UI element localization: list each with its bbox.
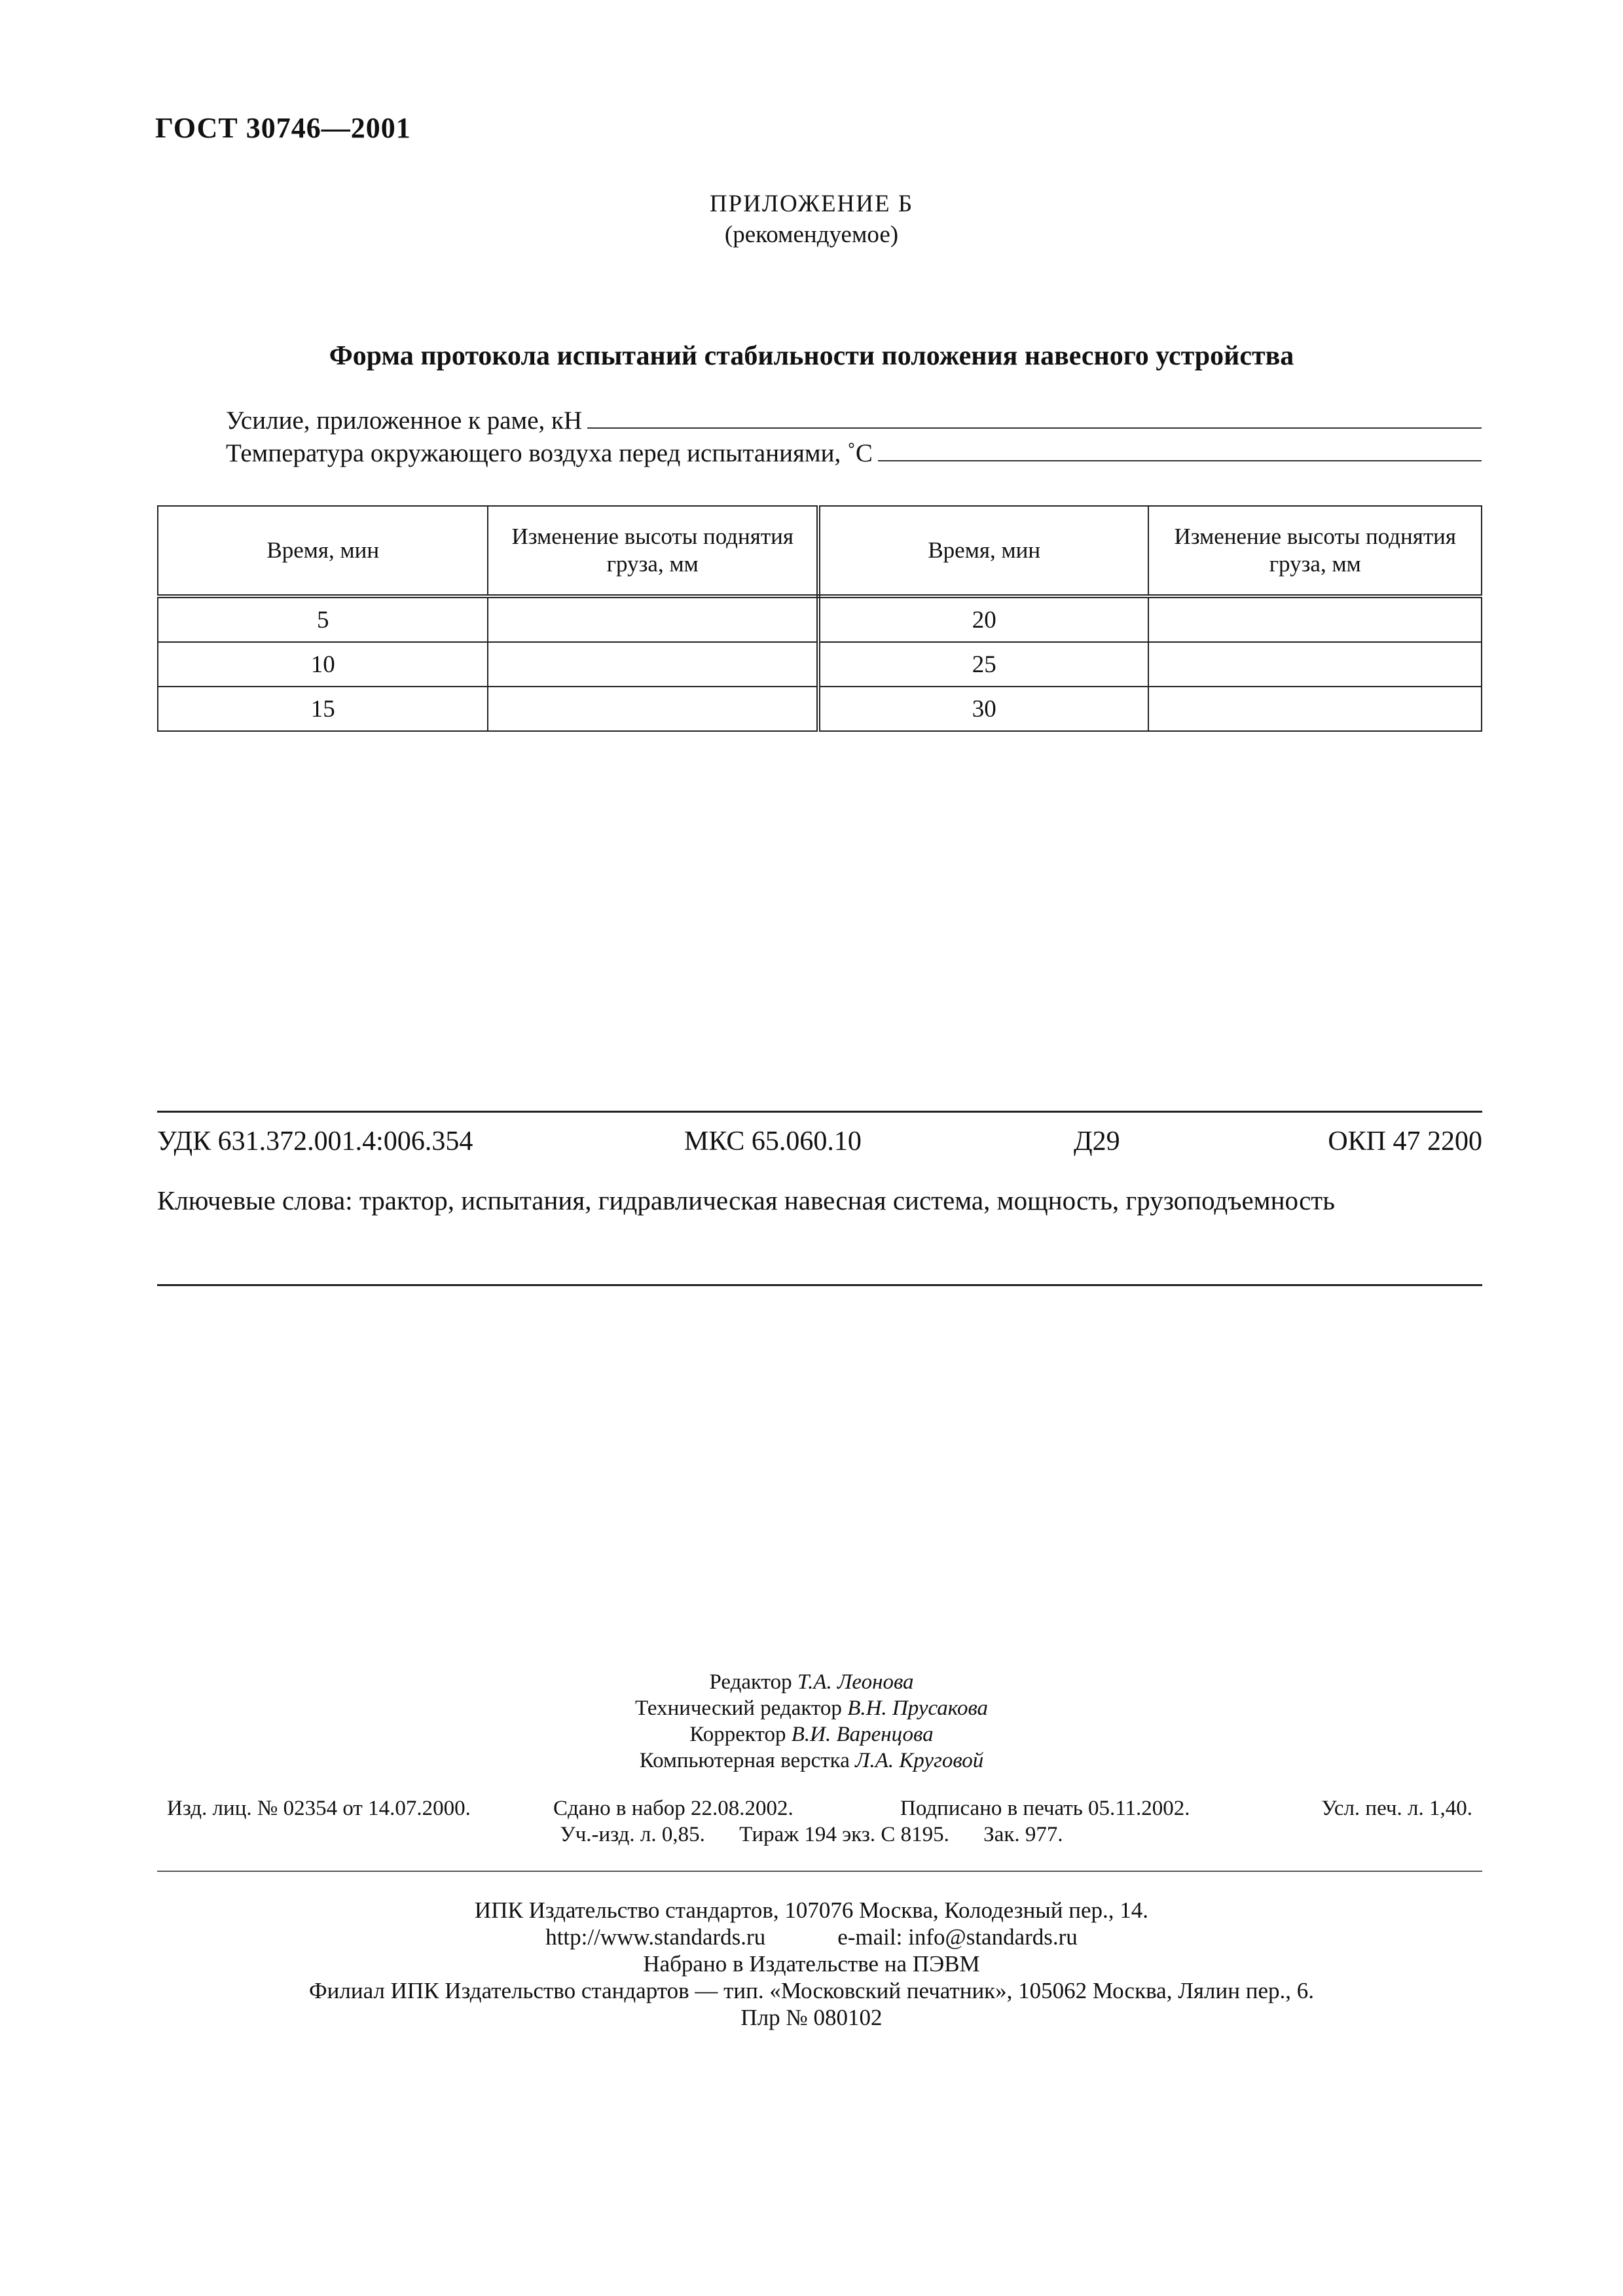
divider xyxy=(157,1284,1482,1286)
table-header-cell: Время, мин xyxy=(158,506,488,596)
temperature-field-label: Температура окружающего воздуха перед испытаниями, ˚С xyxy=(226,439,873,467)
credit-corrector xyxy=(0,1721,1623,1748)
table-header-cell: Изменение высоты поднятия груза, мм xyxy=(488,506,818,596)
form-title: Форма протокола испытаний стабильности положения навесного устройства xyxy=(329,341,1294,371)
publisher-address: ИПК Издательство стандартов, 107076 Москва, Колодезный пер., 14. xyxy=(474,1897,1149,1923)
keywords: Ключевые слова: трактор, испытания, гидравлическая навесная система, мощность, грузоподъемность xyxy=(157,1185,1335,1215)
table-cell xyxy=(488,687,818,731)
credit-role: Редактор xyxy=(709,1670,792,1694)
table-cell xyxy=(488,642,818,687)
table-cell: 5 xyxy=(158,596,488,642)
license-info: Изд. лиц. № 02354 от 14.07.2000. xyxy=(167,1797,471,1820)
publisher-website: http://www.standards.ru xyxy=(545,1924,766,1950)
force-field xyxy=(226,406,1482,435)
publication-info-2 xyxy=(0,1823,1623,1847)
credit-role: Технический редактор xyxy=(634,1696,842,1720)
classification-codes xyxy=(157,1126,1482,1158)
signed-date: Подписано в печать 05.11.2002. xyxy=(900,1797,1190,1820)
edition-sheets: Уч.-изд. л. 0,85. xyxy=(560,1823,705,1846)
force-field-blank xyxy=(587,427,1482,429)
temperature-field-blank xyxy=(878,459,1482,461)
test-protocol-table xyxy=(157,505,1482,732)
publisher-email: e-mail: info@standards.ru xyxy=(837,1924,1078,1950)
table-cell: 15 xyxy=(158,687,488,731)
table-cell xyxy=(1148,642,1482,687)
credits xyxy=(0,1669,1623,1774)
typeset-note: Набрано в Издательстве на ПЭВМ xyxy=(643,1951,980,1977)
credit-editor xyxy=(0,1669,1623,1695)
okp-code: ОКП 47 2200 xyxy=(1328,1126,1482,1157)
order-number: Зак. 977. xyxy=(983,1823,1063,1846)
credit-name: Т.А. Леонова xyxy=(797,1670,914,1694)
appendix-title: ПРИЛОЖЕНИЕ Б xyxy=(709,190,914,217)
license-number: Плр № 080102 xyxy=(740,2005,883,2030)
print-sheets: Усл. печ. л. 1,40. xyxy=(1321,1797,1472,1820)
printer-address: Филиал ИПК Издательство стандартов — тип. «Московский печатник», 105062 Москва, Лялин пер., 6. xyxy=(309,1978,1314,2003)
table-row xyxy=(158,687,1482,731)
appendix-subtitle: (рекомендуемое) xyxy=(724,221,899,248)
table-cell xyxy=(1148,687,1482,731)
table-cell: 20 xyxy=(818,596,1148,642)
credit-name: В.Н. Прусакова xyxy=(847,1696,989,1720)
credit-tech-editor xyxy=(0,1695,1623,1721)
credit-name: В.И. Варенцова xyxy=(791,1723,934,1746)
temperature-field xyxy=(226,439,1482,468)
circulation: Тираж 194 экз. С 8195. xyxy=(739,1823,949,1846)
udk-code: УДК 631.372.001.4:006.354 xyxy=(157,1126,473,1157)
table-row xyxy=(158,596,1482,642)
credit-layout xyxy=(0,1748,1623,1774)
mks-code: МКС 65.060.10 xyxy=(684,1126,862,1157)
table-header-cell: Время, мин xyxy=(818,506,1148,596)
table-cell xyxy=(1148,596,1482,642)
divider xyxy=(157,1111,1482,1113)
credit-role: Корректор xyxy=(689,1723,786,1746)
standard-number: ГОСТ 30746—2001 xyxy=(155,112,411,144)
table-header-row xyxy=(158,506,1482,596)
table-cell: 25 xyxy=(818,642,1148,687)
table-row xyxy=(158,642,1482,687)
group-code: Д29 xyxy=(1074,1126,1120,1157)
credit-name: Л.А. Круговой xyxy=(855,1749,984,1772)
divider xyxy=(157,1871,1482,1872)
sent-date: Сдано в набор 22.08.2002. xyxy=(553,1797,793,1820)
table-cell: 30 xyxy=(818,687,1148,731)
credit-role: Компьютерная верстка xyxy=(639,1749,850,1772)
table-cell xyxy=(488,596,818,642)
publisher-contacts xyxy=(0,1924,1623,1950)
publisher-info xyxy=(0,1897,1623,2031)
table-header-cell: Изменение высоты поднятия груза, мм xyxy=(1148,506,1482,596)
force-field-label: Усилие, приложенное к раме, кН xyxy=(226,406,583,435)
table-cell: 10 xyxy=(158,642,488,687)
